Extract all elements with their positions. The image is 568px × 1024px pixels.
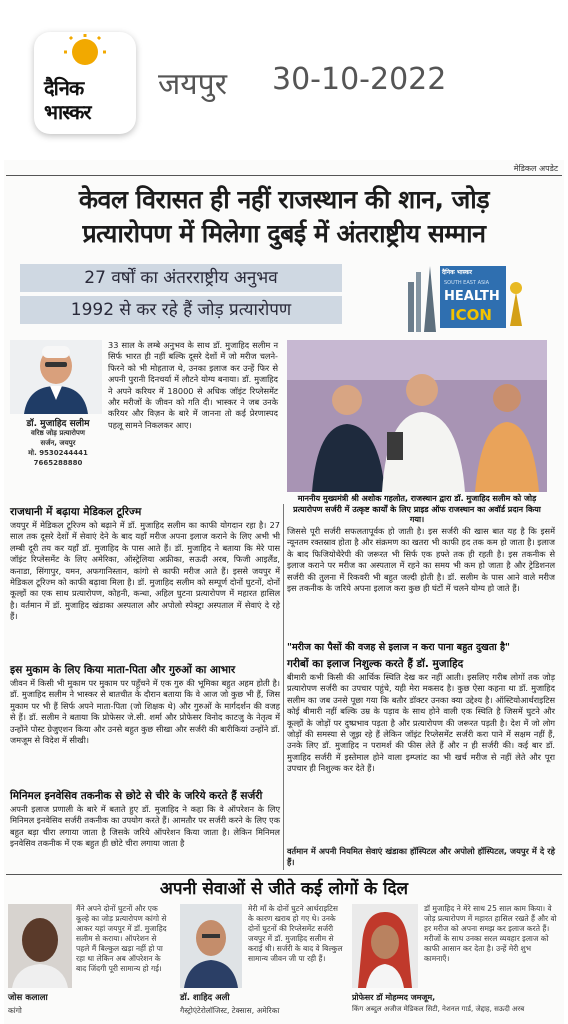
headline-line1: केवल विरासत ही नहीं राजस्थान की शान, जोड़ — [78, 185, 490, 214]
section1-body: जयपुर में मेडिकल टूरिज्म को बढ़ाने में डॉ. मुजाहिद सलीम का काफी योगदान रहा है। 27 साल तक दूसरे देशों में सेवाएं देने के बाद यहाँ मरीज अपना इलाज कराने के लिए अभी भी लम्बी दूरी तय कर यहाँ डॉ. मुजाहिद के पास आते हैं। डॉ. मुजाहिद ने बताया कि मेरे पास जॉइंट रिप्लेसमेंट के लिए अमेरिका, ऑस्ट्रेलिया अफ्रीका, सऊदी अरब, फिजी आइलैंड, कनाडा, सिंगापुर, यमन, अफगानिस्तान, कांगो से काफी मरीज आते हैं। इससे जयपुर में मेडिकल टूरिज्म को काफी बढ़ावा मिला है। डॉ. मुजाहिद सलीम को सम्पूर्ण दोनों घुटनों, दोनों कूल्हों का एक साथ प्रत्यारोपण, कोहनी, कन्धा, अहिल घुटना प्रत्यारोपण में महारत हासिल है। वर्तमान में डॉ. मुजाहिद खंडाका अस्पताल और अपोलो स्पेक्ट्रा अस्पताल में सेवाएं दे रहे हैं। — [10, 520, 280, 622]
testimonial1-place: कांगो — [8, 1006, 22, 1015]
doctor-title2: सर्जन, जयपुर — [40, 439, 76, 447]
award-logo-health: HEALTH — [444, 289, 500, 304]
section2-heading: इस मुकाम के लिए किया माता-पिता और गुरुओं का आभार — [10, 664, 236, 676]
section4-heading: गरीबों का इलाज निशुल्क करते हैं डॉ. मुजाहिद — [287, 658, 464, 670]
doctor-title1: वरिष्ठ जोड़ प्रत्यारोपण — [31, 429, 85, 437]
city-label: जयपुर — [158, 67, 227, 102]
quote: "मरीज का पैसों की वजह से इलाज न करा पाना बहुत दुखता है" — [287, 642, 510, 653]
award-logo-top: दैनिक भास्कर — [442, 269, 472, 276]
award-photo — [287, 340, 547, 492]
doctor-name: डॉ. मुजाहिद सलीम — [26, 419, 90, 429]
section2-body: जीवन में किसी भी मुकाम पर मुकाम पर पहुँचने में एक गुरु की भूमिका बहुत अहम होती है। डॉ. मुजाहिद सलीम ने भास्कर से बातचीत के दौरान बताया कि वे आज जो कुछ भी हैं, जिस मुकाम पर भी हैं सिर्फ अपने माता-पिता (जो शिक्षक थे) और गुरुओं के मार्गदर्शन की वजह से हैं। डॉ. सलीम ने बताया कि प्रोफेसर जे.सी. शर्मा और प्रोफेसर विनोद काटजु के नेतृत्व में उन्होंने पोस्ट ग्रेजुएशन किया और उनसे बहुत कुछ सीखा और सर्जरी की बारीकियां उन्होंने डॉ. जमजूम से विदेश में सीखी। — [10, 678, 280, 746]
right-column-body: जिससे पूरी सर्जरी सफलतापूर्वक हो जाती है। इस सर्जरी की खास बात यह है कि इसमें न्यूनतम रक्तस्राव होता है और संक्रमण का खतरा भी काफी हद तक कम हो जाता है। इलाज के बाद फिजियोथैरेपी की जरूरत भी सिर्फ एक हफ्ते तक ही रहती है। इस तकनीक से इलाज कराने पर मरीज का अस्पताल में रहने का समय भी कम हो जाता है और ट्रेडिशनल सर्जरी की तुलना में रिकवरी भी बहुत जल्दी होती है। डॉ. सलीम के पास आने वाले मरीज इस तकनीक के जरिये अपना इलाज करा कुछ ही घंटों में चलने योग्य हो जाते हैं। — [287, 526, 555, 594]
logo-line2: भास्कर — [44, 100, 91, 124]
section-tag: मेडिकल अपडेट — [513, 164, 558, 173]
section3-body: अपनी इलाज प्रणाली के बारे में बताते हुए डॉ. मुजाहिद ने कहा कि वे ऑपरेशन के लिए मिनिमल इनवेसिव सर्जरी तकनीक का उपयोग करते हैं। आमतौर पर सर्जरी करने के लिए एक बहुत बड़ा चीरा लगाया जाता है जिसके जरिये ऑपरेशन किया जाता है। लेकिन मिनिमल इनवेसिव तकनीक में एक बहुत ही छोटे चीरा लगाया जाता है — [10, 804, 280, 849]
testimonial3-place: किंग अब्दुल अजीज मेडिकल सिटी, नेशनल गार्ड, जेद्दाह, सऊदी अरब — [352, 1005, 525, 1013]
doctor-portrait — [10, 340, 102, 414]
award-photo-caption: माननीय मुख्यमंत्री श्री अशोक गहलोत, राजस्थान द्वारा डॉ. मुजाहिद सलीम को जोड़ प्रत्यारोपण सर्जरी में उत्कृष्ट कार्यों के लिए प्राइड ऑफ राजस्थान का अवॉर्ड प्रदान किया गया। — [293, 494, 541, 524]
doctor-mobile2: 7665288880 — [33, 459, 83, 467]
testimonial2-place: गैस्ट्रोएंटेरोलॉजिस्ट, टेक्सास, अमेरिका — [180, 1006, 280, 1015]
divider — [6, 175, 562, 176]
date-label: 30-10-2022 — [272, 62, 447, 97]
testimonial2-photo — [180, 904, 242, 988]
band-divider — [6, 874, 562, 875]
health-icon-award-logo — [404, 262, 530, 332]
column-divider — [283, 504, 284, 870]
award-ceremony-illustration — [287, 340, 547, 492]
award-logo-icon: ICON — [450, 306, 492, 324]
section4-body: बीमारी कभी किसी की आर्थिक स्थिति देख कर नहीं आती। इसलिए गरीब लोगों तक जोड़ प्रत्यारोपण सर्जरी का उपचार पहुंचे, यही मेरा मकसद है। कुछ ऐसा कहना था डॉ. मुजाहिद सलीम का जब उनसे पूछा गया कि बतौर डॉक्टर उनका क्या उद्देश्य है। ऑस्टियोआर्थराइटिस कोई बीमारी नहीं बल्कि उम्र के पड़ाव के साथ होने वाली एक स्थिति है जिसमें घुटने और कूल्हों के जोड़ों पर दुष्प्रभाव पड़ता है और प्रत्यारोपण की जरूरत पड़ती है। देश में जो लोग जोड़ों की समस्या से जूझ रहे हैं लेकिन जॉइंट रिप्लेसमेंट सर्जरी करा पाने में सक्षम नहीं हैं, उनके लिए डॉ. मुजाहिद न परामर्श की फीस लेते हैं और न ही सर्जरी की। कई बार डॉ. मुजाहिद सर्जरी में इस्तेमाल होने वाला इम्प्लांट का भी खर्च मरीज से नहीं लेते और पूरा उपचार ही निशुल्क कर देते हैं। — [287, 672, 555, 774]
testimonial3-portrait — [352, 904, 418, 988]
subheading-since: 1992 से कर रहे हैं जोड़ प्रत्यारोपण — [20, 296, 342, 324]
intro-paragraph: 33 साल के लम्बे अनुभव के साथ डॉ. मुजाहिद सलीम न सिर्फ भारत ही नहीं बल्कि दूसरे देशों में जो मरीज चलने-फिरने को भी मोहताज थे, उनका इलाज कर उन्हें फिर से अपनी पुरानी दिनचर्या में लौटने योग्य बनाया। डॉ. मुजाहिद ने अपने करियर में 18000 से अधिक जॉइंट रिप्लेसमेंट और मरीजों के जीवन को गति दी। भास्कर ने जब उनके करियर और विज़न के बारे में जानना तो कई प्रेरणास्पद पहलू सामने निकलकर आए। — [108, 340, 278, 430]
headline-line2: प्रत्यारोपण में मिलेगा दुबई में अंतराष्ट्रीय सम्मान — [82, 219, 486, 248]
testimonial2-text: मेरी माँ के दोनों घुटने आर्थराइटिस के कारण खराब हो गए थे। उनके दोनों घुटनों की रिप्लेसमेंट सर्जरी जयपुर में डॉ. मुजाहिद सलीम से कराई थी। सर्जरी के बाद वे बिल्कुल सामान्य जीवन जी पा रही हैं। — [248, 904, 343, 963]
testimonial3-text: डॉ मुजाहिद ने मेरे साथ 25 साल काम किया। वे जोड़ प्रत्यारोपण में महारत हासिल रखते हैं और वो हर मरीज को अपना समझ कर इलाज करते हैं। मरीजों के साथ उनका सरल व्यवहार इलाज को काफी आसान कर देता है। उन्हें मेरी शुभ कामनाएँ। — [424, 904, 557, 963]
section4-tail: वर्तमान में अपनी नियमित सेवाएं खंडाका हॉस्पिटल और अपोलो हॉस्पिटल, जयपुर में दे रहे हैं। — [287, 846, 555, 868]
section1-heading: राजधानी में बढ़ाया मेडिकल टूरिज्म — [10, 506, 142, 518]
testimonial1-photo — [8, 904, 72, 988]
doctor-mobile: मो. 9530244441 — [28, 449, 88, 457]
testimonial2-portrait — [180, 904, 242, 988]
testimonial1-name: जोस कलाला — [8, 993, 48, 1003]
dainik-bhaskar-logo — [34, 32, 136, 134]
testimonial3-name: प्रोफेसर डॉ मोहम्मद जमजूम, — [352, 993, 436, 1002]
section3-heading: मिनिमल इनवेसिव तकनीक से छोटे से चीरे के जरिये करते हैं सर्जरी — [10, 790, 263, 802]
logo-line1: दैनिक — [44, 76, 84, 100]
testimonials-heading: अपनी सेवाओं से जीते कई लोगों के दिल — [159, 879, 409, 899]
testimonial2-name: डॉ. शाहिद अली — [180, 993, 230, 1003]
testimonial3-photo — [352, 904, 418, 988]
doctor-portrait-illustration — [10, 340, 102, 414]
testimonial1-text: मैंने अपने दोनों घुटनों और एक कूल्हे का जोड़ प्रत्यारोपण कांगो से आकर यहां जयपुर में डॉ. मुजाहिद सलीम से कराया। ऑपरेशन से पहले मैं बिल्कुल खड़ा नहीं हो पा रहा था लेकिन अब ऑपरेशन के बाद जिंदगी पूरी सामान्य हो गई। — [76, 904, 167, 973]
award-logo-mid: SOUTH EAST ASIA — [444, 280, 490, 286]
subheading-experience: 27 वर्षों का अंतरराष्ट्रीय अनुभव — [20, 264, 342, 292]
testimonial1-portrait — [8, 904, 72, 988]
